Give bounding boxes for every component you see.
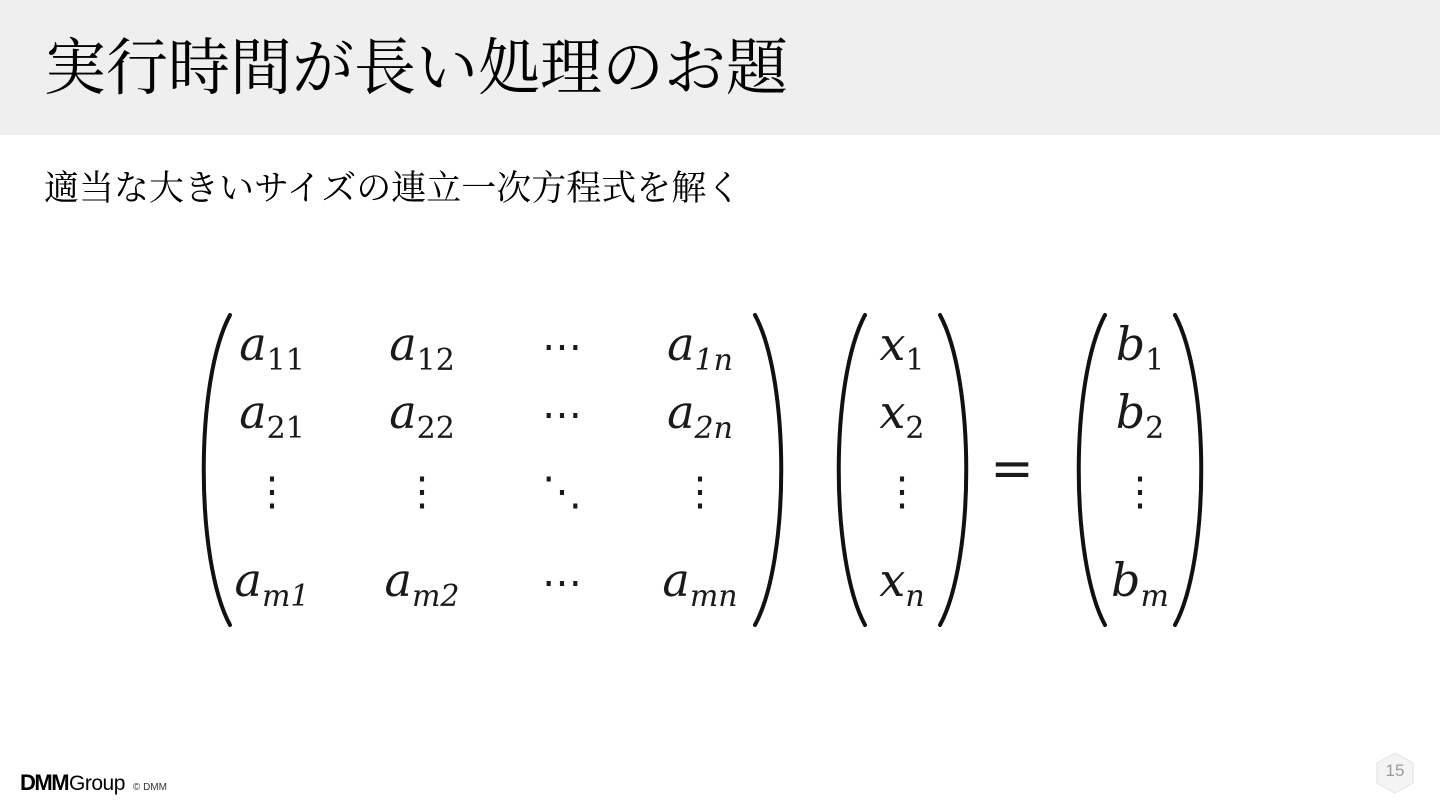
matrix-a-left-paren — [204, 315, 230, 625]
page-number: 15 — [1385, 761, 1405, 780]
matrix-a-cell: ⋯ — [542, 560, 582, 606]
matrix-a-cell: $a_{2n}$ — [667, 385, 733, 446]
copyright-text: © DMM — [132, 782, 167, 793]
logo-suffix: Group — [69, 772, 125, 795]
vector-x-right-paren — [940, 315, 966, 625]
vector-b-cell: $b_2$ — [1115, 385, 1165, 446]
matrix-a-cell: ⋯ — [542, 392, 582, 438]
matrix-a-cell: ⋯ — [542, 324, 582, 370]
matrix-a-cell: ⋮ — [402, 469, 442, 515]
matrix-a-cell: $a_{mn}$ — [662, 553, 738, 614]
slide-subtitle: 適当な大きいサイズの連立一次方程式を解く — [44, 169, 742, 209]
matrix-a-cell: $a_{12}$ — [389, 317, 455, 378]
title-bar — [0, 0, 1440, 135]
slide-title: 実行時間が長い処理のお題 — [44, 31, 789, 104]
matrix-a-cell: ⋱ — [542, 469, 582, 515]
vector-b-cell: $b_1$ — [1115, 317, 1165, 378]
matrix-a-cell: $a_{22}$ — [389, 385, 455, 446]
vector-x-cell: ⋮ — [882, 469, 922, 515]
vector-b-right-paren — [1175, 315, 1201, 625]
vector-x-left-paren — [839, 315, 865, 625]
vector-x-cell: $x_1$ — [879, 317, 925, 378]
vector-b — [1111, 317, 1169, 614]
vector-b-cell: $b_m$ — [1111, 553, 1169, 614]
linear-equation — [190, 300, 1220, 640]
page-number-badge — [1376, 752, 1414, 794]
matrix-a-cell: $a_{m2}$ — [384, 553, 460, 614]
matrix-a-right-paren — [755, 315, 781, 625]
matrix-a-cell: $a_{1n}$ — [667, 317, 733, 378]
dmm-group-logo — [20, 770, 167, 796]
vector-b-left-paren — [1079, 315, 1105, 625]
vector-x-cell: $x_n$ — [879, 553, 925, 614]
matrix-a — [235, 317, 738, 614]
vector-x-cell: $x_2$ — [879, 385, 925, 446]
matrix-a-cell: ⋮ — [680, 469, 720, 515]
vector-b-cell: ⋮ — [1120, 469, 1160, 515]
vector-x — [879, 317, 924, 614]
equals-sign: = — [990, 439, 1034, 499]
matrix-a-cell: ⋮ — [252, 469, 292, 515]
matrix-a-cell: $a_{21}$ — [239, 385, 305, 446]
matrix-a-cell: $a_{m1}$ — [234, 553, 310, 614]
logo-brand: DMM — [20, 770, 69, 795]
matrix-a-cell: $a_{11}$ — [239, 317, 305, 378]
